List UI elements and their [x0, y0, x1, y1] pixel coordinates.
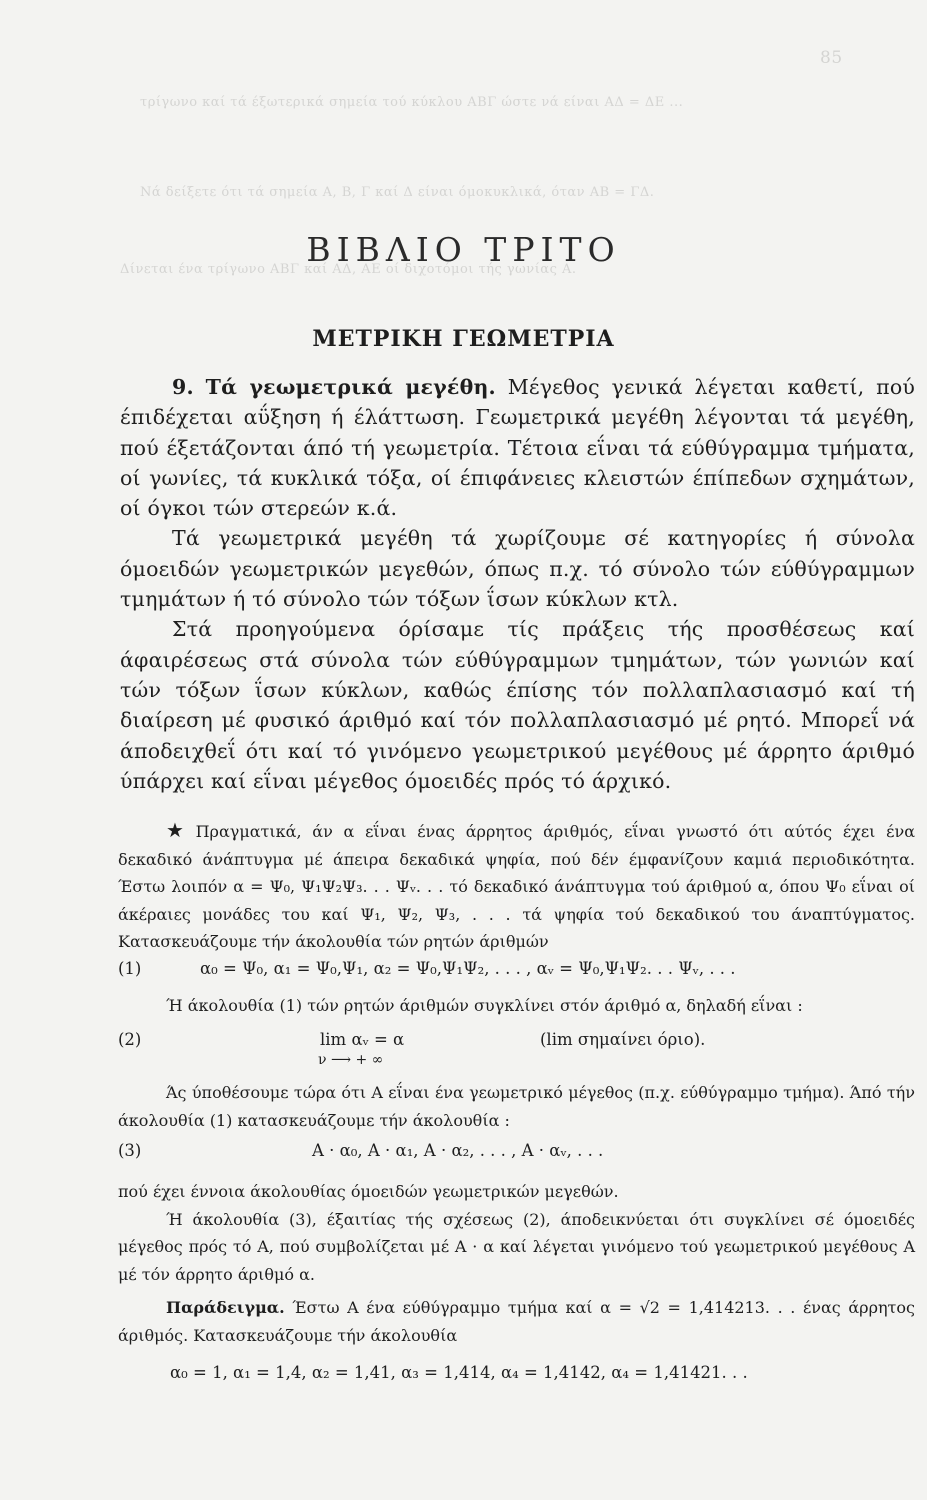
note-block: [118, 1079, 915, 1134]
equation-3: Α · α₀, Α · α₁, Α · α₂, . . . , Α · αᵥ, . . .: [312, 1141, 604, 1160]
book-title: ΒΙΒΛΙΟ ΤΡΙΤΟ: [306, 230, 621, 270]
note-paragraph: πού έχει έννοια άκολουθίας όμοειδών γεωμετρικών μεγεθών.: [118, 1182, 619, 1201]
example-equation: α₀ = 1, α₁ = 1,4, α₂ = 1,41, α₃ = 1,414, α₄ = 1,4142, α₄ = 1,41421. . .: [170, 1363, 748, 1382]
note-block: [118, 817, 915, 956]
equation-2-subscript: ν ⟶ + ∞: [318, 1052, 384, 1068]
show-through-ghost: 85: [820, 48, 843, 68]
example-paragraph: [118, 1294, 915, 1349]
section-paragraph: Τά γεωμετρικά μεγέθη τά χωρίζουμε σέ κατηγορίες ή σύνολα όμοειδών γεωμετρικών μεγεθών, όπως π.χ. τό σύνολο τών εύθύγραμμων τμημάτων ή τό σύνολο τών τόξων ΐσων κύκλων κτλ.: [120, 526, 915, 612]
equation-number: (2): [118, 1030, 142, 1049]
section-paragraph-text: Μέγεθος γενικά λέγεται καθετί, πού έπιδέχεται αΰξηση ή έλάττωση. Γεωμετρικά μεγέθη λέγονται τά μεγέθη, πού έξετάζονται άπό τή γεωμετρία. Τέτοια εΐναι τά εύθύγραμμα τμήματα, οί γωνίες, τά κυκλικά τόξα, οί έπιφάνειες κλειστών έπίπεδων σχημάτων, οί όγκοι τών στερεών κ.ά.: [120, 375, 916, 521]
star-icon: ★: [166, 818, 190, 842]
show-through-ghost: Νά δείξετε ότι τά σημεία Α, Β, Γ καί Δ είναι όμοκυκλικά, όταν ΑΒ = ΓΔ.: [140, 185, 655, 200]
section-number: 9.: [172, 375, 194, 399]
section-paragraph: Στά προηγούμενα όρίσαμε τίς πράξεις τής προσθέσεως καί άφαιρέσεως στά σύνολα τών εύθύγραμμων τμημάτων, τών γωνιών καί τών τόξων ΐσων κύκλων, καθώς έπίσης τόν πολλαπλασιασμό καί τή διαίρεση μέ φυσικό άριθμό καί τόν πολλαπλασιασμό μέ ρητό. Μπορεΐ νά άποδειχθεΐ ότι καί τό γινόμενο γεωμετρικού μεγέθους μέ άρρητο άριθμό ύπάρχει καί εΐναι μέγεθος όμοειδές πρός τό άρχικό.: [120, 617, 915, 793]
equation-number: (1): [118, 959, 142, 978]
note-paragraph: [118, 817, 915, 956]
example-text: Έστω Α ένα εύθύγραμμο τμήμα καί α = √2 = 1,414213. . . ένας άρρητος άριθμός. Κατασκευάζουμε τήν άκολουθία: [118, 1298, 916, 1345]
section-body: [120, 372, 915, 796]
example-label: Παράδειγμα.: [166, 1298, 285, 1317]
equation-2-note: (lim σημαίνει όριο).: [540, 1030, 706, 1049]
section-heading: Τά γεωμετρικά μεγέθη.: [205, 375, 496, 399]
section-paragraph: [120, 372, 915, 523]
note-block: [118, 1178, 915, 1288]
show-through-ghost: Δίνεται ένα τρίγωνο ΑΒΓ καί ΑΔ, ΑΕ οί διχοτόμοι τής γωνίας Α.: [120, 262, 577, 277]
note-paragraph-text: Πραγματικά, άν α εΐναι ένας άρρητος άριθμός, εΐναι γνωστό ότι αύτός έχει ένα δεκαδικό άνάπτυγμα μέ άπειρα δεκαδικά ψηφία, πού δέν έμφανίζουν καμιά περιοδικότητα. Έστω λοιπόν α = Ψ₀, Ψ₁Ψ₂Ψ₃. . . Ψᵥ. . . τό δεκαδικό άνάπτυγμα τού άριθμού α, όπου Ψ₀ εΐναι οί άκέραιες μονάδες του καί Ψ₁, Ψ₂, Ψ₃, . . . τά ψηφία τού δεκαδικού του άναπτύγματος. Κατασκευάζουμε τήν άκολουθία τών ρητών άριθμών: [118, 822, 915, 951]
note-paragraph: Ή άκολουθία (1) τών ρητών άριθμών συγκλίνει στόν άριθμό α, δηλαδή εΐναι :: [166, 996, 803, 1015]
equation-2-limit: lim αᵥ = α: [320, 1030, 405, 1049]
example-block: [118, 1294, 915, 1349]
equation-number: (3): [118, 1141, 142, 1160]
part-title: ΜΕΤΡΙΚΗ ΓΕΩΜΕΤΡΙΑ: [312, 326, 615, 353]
note-block: [118, 992, 915, 1020]
note-paragraph: Άς ύποθέσουμε τώρα ότι Α εΐναι ένα γεωμετρικό μέγεθος (π.χ. εύθύγραμμο τμήμα). Άπό τήν άκολουθία (1) κατασκευάζουμε τήν άκολουθία :: [118, 1083, 915, 1130]
note-paragraph: Ή άκολουθία (3), έξαιτίας τής σχέσεως (2), άποδεικνύεται ότι συγκλίνει σέ όμοειδές μέγεθος πρός τό Α, πού συμβολίζεται μέ Α · α καί λέγεται γινόμενο τού γεωμετρικού μεγέθους Α μέ τόν άρρητο άριθμό α.: [118, 1209, 915, 1284]
show-through-ghost: τρίγωνο καί τά έξωτερικά σημεία τού κύκλου ΑΒΓ ώστε νά είναι ΑΔ = ΔΕ ...: [140, 95, 684, 110]
equation-1: α₀ = Ψ₀, α₁ = Ψ₀,Ψ₁, α₂ = Ψ₀,Ψ₁Ψ₂, . . . , αᵥ = Ψ₀,Ψ₁Ψ₂. . . Ψᵥ, . . .: [200, 959, 736, 978]
